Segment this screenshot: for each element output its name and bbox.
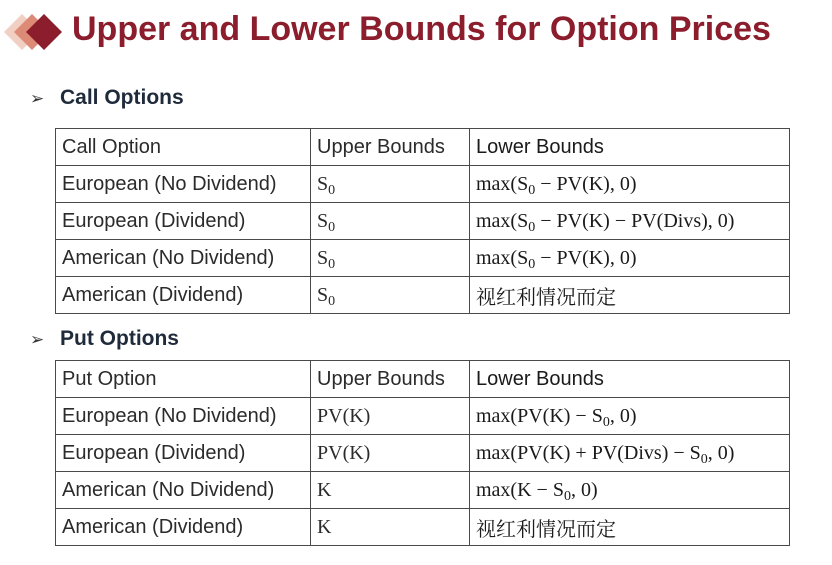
subscript-zero: 0	[700, 451, 708, 467]
diamond-logo-icon	[0, 6, 68, 58]
header-cell: Upper Bounds	[311, 361, 470, 398]
option-type-cell: European (Dividend)	[56, 203, 311, 240]
table-row	[56, 435, 790, 472]
subscript-zero: 0	[563, 488, 571, 504]
subscript-zero: 0	[328, 256, 336, 272]
table-row	[56, 203, 790, 240]
upper-bound-cell: K	[311, 509, 470, 546]
table-row	[56, 398, 790, 435]
subscript-zero: 0	[528, 182, 536, 198]
section-heading-call	[30, 86, 184, 110]
header-cell: Call Option	[56, 129, 311, 166]
subscript-zero: 0	[328, 293, 336, 309]
option-type-cell: American (No Dividend)	[56, 472, 311, 509]
subscript-zero: 0	[528, 219, 536, 235]
table-row	[56, 277, 790, 314]
arrow-bullet-icon: ➢	[30, 330, 45, 349]
lower-bound-cell: 视红利情况而定	[470, 509, 790, 546]
header-cell: Upper Bounds	[311, 129, 470, 166]
table-row	[56, 472, 790, 509]
option-type-cell: American (No Dividend)	[56, 240, 311, 277]
upper-bound-cell: $S_0$	[311, 277, 470, 314]
lower-bound-cell: $\max(K - S_0$, 0)	[470, 472, 790, 509]
option-type-cell: European (No Dividend)	[56, 166, 311, 203]
upper-bound-cell: K	[311, 472, 470, 509]
upper-bound-cell: PV(K)	[311, 435, 470, 472]
option-type-cell: American (Dividend)	[56, 509, 311, 546]
option-type-cell: European (Dividend)	[56, 435, 311, 472]
table-row	[56, 166, 790, 203]
table-row	[56, 509, 790, 546]
header-cell: Lower Bounds	[470, 361, 790, 398]
upper-bound-cell: $S_0$	[311, 240, 470, 277]
section-heading-label: Put Options	[60, 327, 179, 350]
table-header-row	[56, 129, 790, 166]
subscript-zero: 0	[602, 414, 610, 430]
option-type-cell: European (No Dividend)	[56, 398, 311, 435]
header-cell: Put Option	[56, 361, 311, 398]
lower-bound-cell: max(PV(K) + PV(Divs) − $S_0$, 0)	[470, 435, 790, 472]
lower-bound-cell: $\max(PV(K) - S_0$, 0)	[470, 398, 790, 435]
section-heading-put	[30, 327, 179, 351]
put-options-table	[55, 360, 790, 546]
upper-bound-cell: PV(K)	[311, 398, 470, 435]
subscript-zero: 0	[528, 256, 536, 272]
subscript-zero: 0	[328, 219, 336, 235]
table-row	[56, 240, 790, 277]
call-options-table	[55, 128, 790, 314]
upper-bound-cell: $S_0$	[311, 203, 470, 240]
header-cell: Lower Bounds	[470, 129, 790, 166]
option-type-cell: American (Dividend)	[56, 277, 311, 314]
lower-bound-cell: $\max(S_0 - PV(K)$ − PV(Divs), 0)	[470, 203, 790, 240]
subscript-zero: 0	[328, 182, 336, 198]
page-title: Upper and Lower Bounds for Option Prices	[72, 10, 771, 48]
lower-bound-cell: 视红利情况而定	[470, 277, 790, 314]
upper-bound-cell: $S_0$	[311, 166, 470, 203]
section-heading-label: Call Options	[60, 86, 184, 109]
arrow-bullet-icon: ➢	[30, 89, 45, 108]
lower-bound-cell: $\max(S_0 - PV(K)$, 0)	[470, 166, 790, 203]
table-header-row	[56, 361, 790, 398]
lower-bound-cell: $\max(S_0 - PV(K)$, 0)	[470, 240, 790, 277]
